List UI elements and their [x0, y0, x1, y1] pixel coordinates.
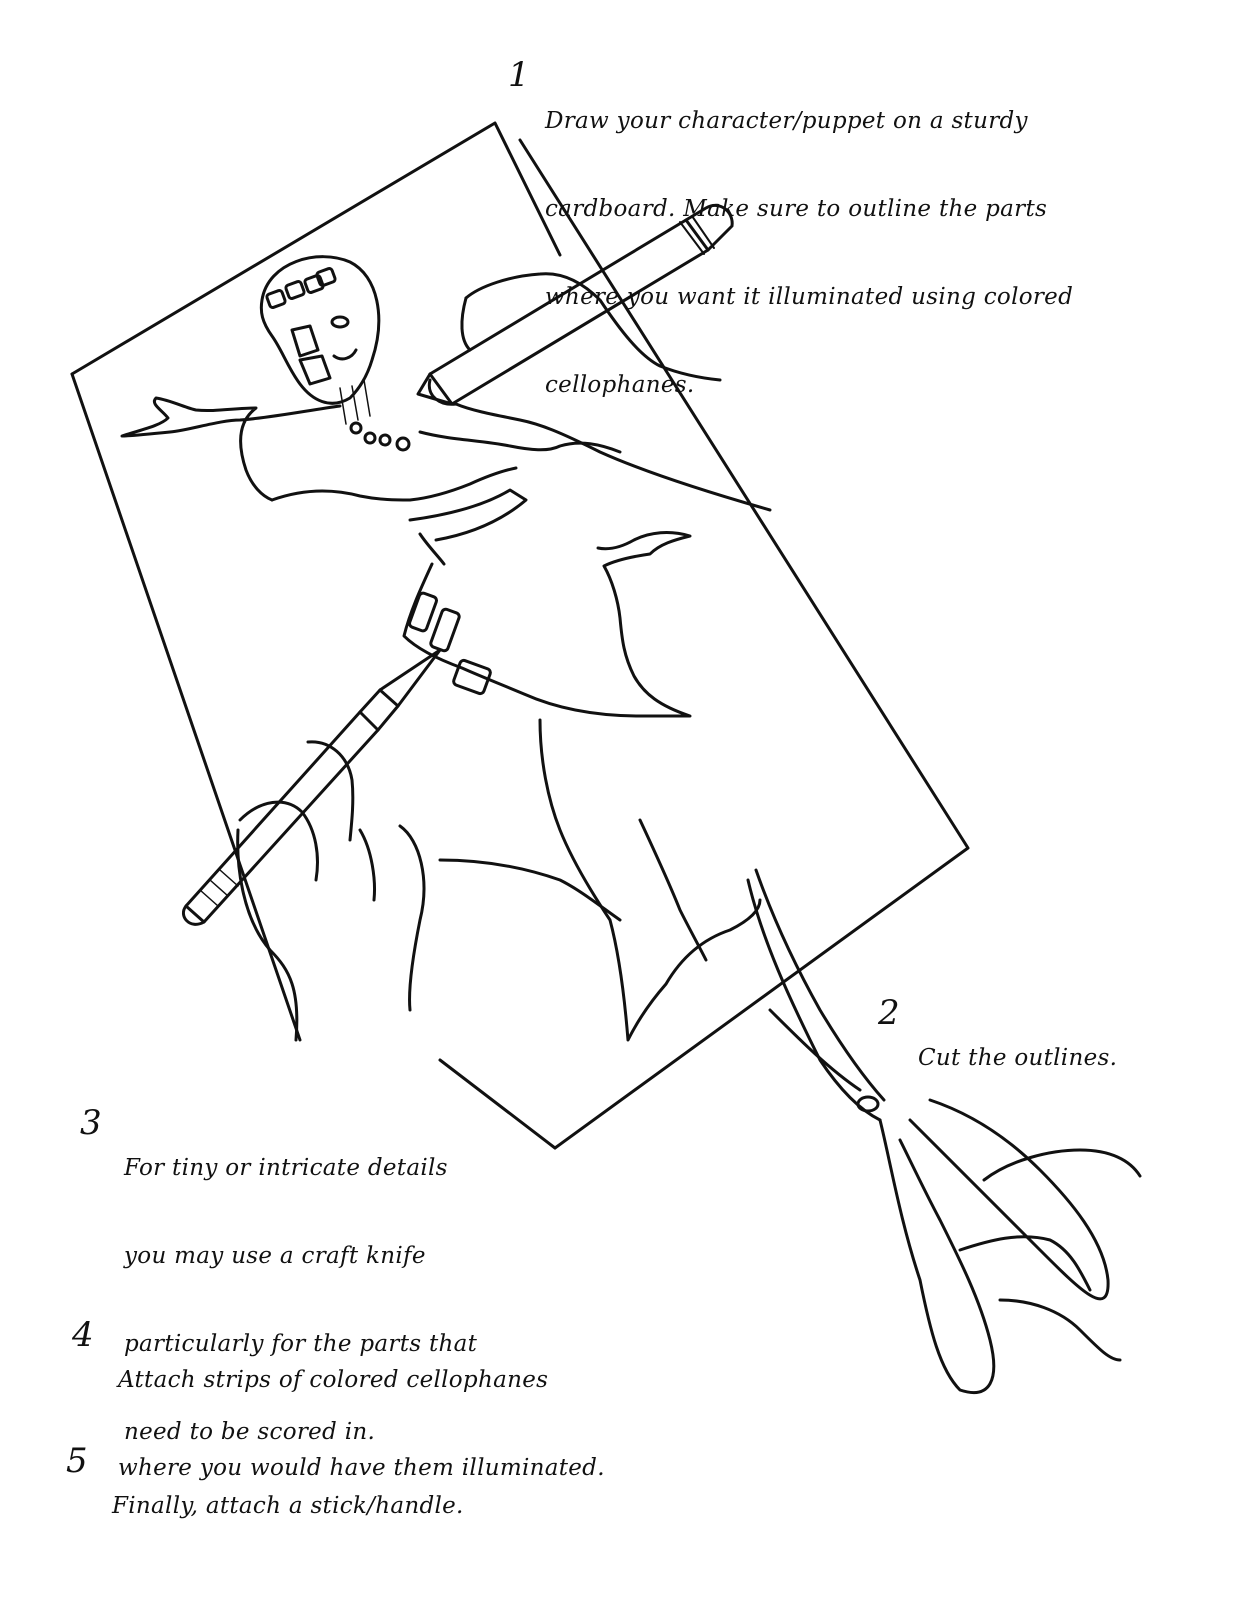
face-detail	[300, 356, 330, 384]
puppet-leg-front	[640, 820, 706, 960]
step-1-line: Draw your character/puppet on a sturdy	[545, 108, 1028, 134]
hand-icon	[238, 742, 424, 1040]
necklace-bead	[365, 433, 375, 443]
face-detail	[292, 326, 318, 356]
puppet-left-arm	[122, 398, 340, 500]
skirt-panel	[430, 608, 461, 652]
step-5-number: 5	[66, 1441, 88, 1481]
hair-block	[316, 268, 336, 287]
scissors-icon	[748, 870, 1108, 1393]
step-2-text	[918, 992, 1117, 1124]
step-4-line: where you would have them illuminated.	[118, 1455, 605, 1481]
step-2-line: Cut the outlines.	[918, 1045, 1118, 1071]
step-2-number: 2	[878, 993, 900, 1033]
step-3-line: particularly for the parts that	[124, 1331, 478, 1357]
skirt-panel	[408, 592, 437, 632]
puppet-legs	[540, 720, 760, 1040]
puppet-torso	[272, 468, 516, 500]
step-4-line: Attach strips of colored cellophanes	[118, 1367, 549, 1393]
craft-knife-icon	[183, 650, 440, 924]
eye-icon	[332, 317, 348, 327]
step-1-number: 1	[508, 55, 530, 95]
puppet-skirt	[404, 533, 690, 716]
step-3-line: you may use a craft knife	[124, 1243, 426, 1269]
step-3-number: 3	[80, 1103, 102, 1143]
step-4-number: 4	[72, 1315, 94, 1355]
step-5-line: Finally, attach a stick/handle.	[112, 1493, 464, 1519]
mouth-detail	[334, 350, 356, 359]
step-1-text	[545, 55, 1073, 451]
step-3-line: For tiny or intricate details	[124, 1155, 448, 1181]
step-5-text	[112, 1440, 464, 1572]
step-1-line: where you want it illuminated using colored	[545, 284, 1074, 310]
puppet-leg-back	[440, 860, 620, 920]
necklace-bead	[351, 423, 361, 433]
necklace-bead	[380, 435, 390, 445]
hair-block	[285, 281, 305, 300]
step-1-line: cellophanes.	[545, 372, 695, 398]
hair-block	[266, 290, 286, 309]
step-1-line: cardboard. Make sure to outline the parts	[545, 196, 1048, 222]
necklace-bead	[397, 438, 409, 450]
step-3-line: need to be scored in.	[124, 1419, 376, 1445]
